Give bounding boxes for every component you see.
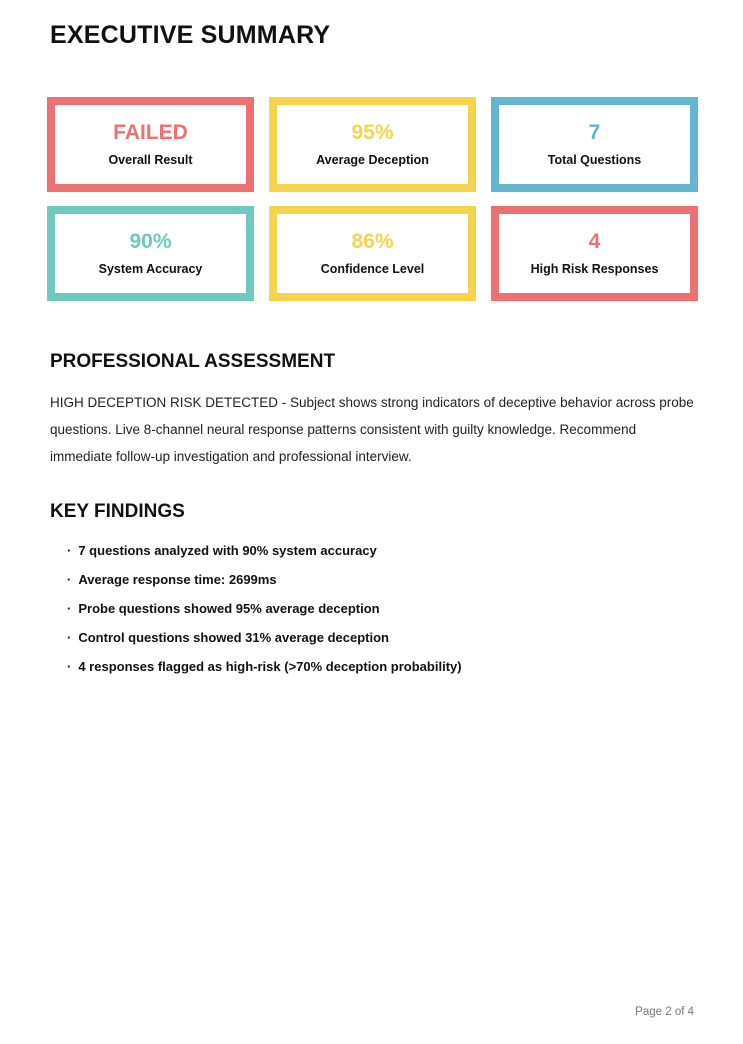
stat-card-total-questions bbox=[491, 97, 698, 192]
stat-label-system-accuracy: System Accuracy bbox=[98, 262, 203, 277]
key-finding-item-5: · 4 responses flagged as high-risk (>70% deception probability) bbox=[67, 652, 698, 681]
key-findings-list bbox=[0, 536, 743, 681]
key-finding-item-3: · Probe questions showed 95% average deception bbox=[67, 594, 698, 623]
page-number: Page 2 of 4 bbox=[635, 1006, 694, 1018]
stat-value-average-deception: 95% bbox=[351, 121, 394, 145]
stat-value-overall-result: FAILED bbox=[113, 121, 188, 145]
stat-label-high-risk-responses: High Risk Responses bbox=[530, 262, 659, 277]
key-finding-item-1: · 7 questions analyzed with 90% system accuracy bbox=[67, 536, 698, 565]
stat-label-confidence-level: Confidence Level bbox=[320, 262, 425, 277]
assessment-body-text: HIGH DECEPTION RISK DETECTED - Subject shows strong indicators of deceptive behavior across probe questions. Live 8-channel neural response patterns consistent with guilty knowledge. Recommend immediate follow-up investigation and professional interview. bbox=[50, 395, 694, 464]
page-title: EXECUTIVE SUMMARY bbox=[50, 21, 331, 49]
stat-card-system-accuracy bbox=[47, 206, 254, 301]
stat-card-average-deception bbox=[269, 97, 476, 192]
key-finding-item-2: · Average response time: 2699ms bbox=[67, 565, 698, 594]
section-heading-professional-assessment: PROFESSIONAL ASSESSMENT bbox=[50, 351, 336, 372]
stat-value-high-risk-responses: 4 bbox=[588, 230, 601, 254]
stat-card-high-risk-responses bbox=[491, 206, 698, 301]
stat-label-total-questions: Total Questions bbox=[547, 153, 642, 168]
section-heading-key-findings: KEY FINDINGS bbox=[50, 501, 185, 522]
stat-value-total-questions: 7 bbox=[588, 121, 601, 145]
stat-label-overall-result: Overall Result bbox=[108, 153, 193, 168]
stat-card-overall-result bbox=[47, 97, 254, 192]
key-finding-item-4: · Control questions showed 31% average deception bbox=[67, 623, 698, 652]
stat-card-confidence-level bbox=[269, 206, 476, 301]
stat-value-system-accuracy: 90% bbox=[129, 230, 172, 254]
stat-value-confidence-level: 86% bbox=[351, 230, 394, 254]
summary-stat-cards bbox=[47, 97, 698, 301]
stat-label-average-deception: Average Deception bbox=[316, 153, 429, 168]
